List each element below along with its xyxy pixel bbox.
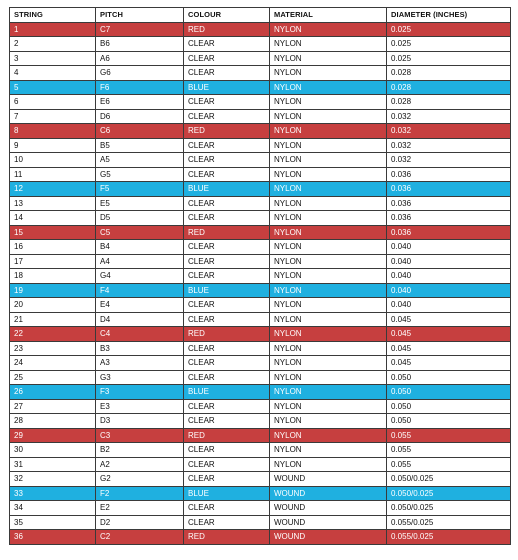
pitch-cell: G2 xyxy=(96,472,184,487)
material-cell: NYLON xyxy=(270,341,387,356)
string-number-cell: 19 xyxy=(10,283,96,298)
colour-cell: RED xyxy=(184,22,270,37)
string-number-cell: 7 xyxy=(10,109,96,124)
diameter-cell: 0.055 xyxy=(387,428,511,443)
material-cell: NYLON xyxy=(270,312,387,327)
diameter-cell: 0.045 xyxy=(387,312,511,327)
colour-cell: CLEAR xyxy=(184,269,270,284)
pitch-cell: B6 xyxy=(96,37,184,52)
material-cell: WOUND xyxy=(270,530,387,545)
diameter-cell: 0.045 xyxy=(387,327,511,342)
colour-cell: CLEAR xyxy=(184,457,270,472)
pitch-cell: B4 xyxy=(96,240,184,255)
diameter-cell: 0.036 xyxy=(387,225,511,240)
diameter-cell: 0.050 xyxy=(387,370,511,385)
colour-cell: RED xyxy=(184,428,270,443)
string-number-cell: 4 xyxy=(10,66,96,81)
diameter-cell: 0.055/0.025 xyxy=(387,530,511,545)
string-number-cell: 18 xyxy=(10,269,96,284)
material-cell: NYLON xyxy=(270,225,387,240)
colour-cell: CLEAR xyxy=(184,298,270,313)
pitch-cell: F4 xyxy=(96,283,184,298)
material-cell: NYLON xyxy=(270,254,387,269)
pitch-cell: D4 xyxy=(96,312,184,327)
string-number-cell: 24 xyxy=(10,356,96,371)
table-row xyxy=(10,269,511,284)
pitch-cell: E4 xyxy=(96,298,184,313)
table-row xyxy=(10,443,511,458)
material-cell: NYLON xyxy=(270,414,387,429)
table-row xyxy=(10,95,511,110)
string-number-cell: 16 xyxy=(10,240,96,255)
colour-cell: BLUE xyxy=(184,182,270,197)
string-number-cell: 22 xyxy=(10,327,96,342)
header-material: MATERIAL xyxy=(270,8,387,23)
colour-cell: BLUE xyxy=(184,486,270,501)
diameter-cell: 0.032 xyxy=(387,109,511,124)
table-row xyxy=(10,66,511,81)
material-cell: NYLON xyxy=(270,385,387,400)
diameter-cell: 0.055 xyxy=(387,457,511,472)
material-cell: NYLON xyxy=(270,138,387,153)
string-number-cell: 8 xyxy=(10,124,96,139)
string-number-cell: 28 xyxy=(10,414,96,429)
string-number-cell: 35 xyxy=(10,515,96,530)
pitch-cell: A5 xyxy=(96,153,184,168)
header-colour: COLOUR xyxy=(184,8,270,23)
header-pitch: PITCH xyxy=(96,8,184,23)
table-row xyxy=(10,22,511,37)
diameter-cell: 0.028 xyxy=(387,80,511,95)
diameter-cell: 0.050 xyxy=(387,385,511,400)
colour-cell: CLEAR xyxy=(184,341,270,356)
pitch-cell: F5 xyxy=(96,182,184,197)
table-row xyxy=(10,51,511,66)
pitch-cell: B2 xyxy=(96,443,184,458)
diameter-cell: 0.032 xyxy=(387,124,511,139)
diameter-cell: 0.050/0.025 xyxy=(387,486,511,501)
diameter-cell: 0.040 xyxy=(387,298,511,313)
material-cell: NYLON xyxy=(270,356,387,371)
table-header-row xyxy=(10,8,511,23)
diameter-cell: 0.032 xyxy=(387,153,511,168)
string-number-cell: 17 xyxy=(10,254,96,269)
colour-cell: CLEAR xyxy=(184,254,270,269)
material-cell: NYLON xyxy=(270,66,387,81)
string-number-cell: 26 xyxy=(10,385,96,400)
string-number-cell: 21 xyxy=(10,312,96,327)
colour-cell: CLEAR xyxy=(184,196,270,211)
pitch-cell: A2 xyxy=(96,457,184,472)
table-row xyxy=(10,486,511,501)
material-cell: NYLON xyxy=(270,167,387,182)
pitch-cell: D6 xyxy=(96,109,184,124)
string-number-cell: 11 xyxy=(10,167,96,182)
material-cell: NYLON xyxy=(270,327,387,342)
pitch-cell: C3 xyxy=(96,428,184,443)
table-body xyxy=(10,22,511,544)
table-row xyxy=(10,283,511,298)
colour-cell: CLEAR xyxy=(184,399,270,414)
colour-cell: CLEAR xyxy=(184,240,270,255)
string-number-cell: 30 xyxy=(10,443,96,458)
string-number-cell: 33 xyxy=(10,486,96,501)
colour-cell: CLEAR xyxy=(184,167,270,182)
table-row xyxy=(10,341,511,356)
table-row xyxy=(10,153,511,168)
material-cell: NYLON xyxy=(270,298,387,313)
string-number-cell: 25 xyxy=(10,370,96,385)
material-cell: NYLON xyxy=(270,428,387,443)
table-row xyxy=(10,240,511,255)
table-row xyxy=(10,182,511,197)
material-cell: NYLON xyxy=(270,399,387,414)
table-row xyxy=(10,196,511,211)
string-number-cell: 23 xyxy=(10,341,96,356)
string-number-cell: 5 xyxy=(10,80,96,95)
diameter-cell: 0.050/0.025 xyxy=(387,501,511,516)
pitch-cell: E3 xyxy=(96,399,184,414)
diameter-cell: 0.036 xyxy=(387,196,511,211)
pitch-cell: C2 xyxy=(96,530,184,545)
diameter-cell: 0.036 xyxy=(387,167,511,182)
colour-cell: CLEAR xyxy=(184,95,270,110)
material-cell: NYLON xyxy=(270,196,387,211)
table-row xyxy=(10,385,511,400)
string-number-cell: 6 xyxy=(10,95,96,110)
material-cell: NYLON xyxy=(270,22,387,37)
table-row xyxy=(10,312,511,327)
material-cell: WOUND xyxy=(270,486,387,501)
table-row xyxy=(10,414,511,429)
string-number-cell: 29 xyxy=(10,428,96,443)
pitch-cell: G5 xyxy=(96,167,184,182)
table-row xyxy=(10,472,511,487)
colour-cell: CLEAR xyxy=(184,356,270,371)
pitch-cell: F6 xyxy=(96,80,184,95)
table-row xyxy=(10,457,511,472)
material-cell: NYLON xyxy=(270,80,387,95)
pitch-cell: F2 xyxy=(96,486,184,501)
table-row xyxy=(10,515,511,530)
table-row xyxy=(10,138,511,153)
diameter-cell: 0.040 xyxy=(387,240,511,255)
pitch-cell: A3 xyxy=(96,356,184,371)
string-number-cell: 3 xyxy=(10,51,96,66)
table-row xyxy=(10,428,511,443)
string-number-cell: 2 xyxy=(10,37,96,52)
colour-cell: CLEAR xyxy=(184,153,270,168)
colour-cell: CLEAR xyxy=(184,515,270,530)
table-row xyxy=(10,37,511,52)
colour-cell: CLEAR xyxy=(184,138,270,153)
table-row xyxy=(10,501,511,516)
string-number-cell: 31 xyxy=(10,457,96,472)
colour-cell: CLEAR xyxy=(184,109,270,124)
diameter-cell: 0.050 xyxy=(387,399,511,414)
diameter-cell: 0.040 xyxy=(387,269,511,284)
diameter-cell: 0.028 xyxy=(387,66,511,81)
colour-cell: CLEAR xyxy=(184,443,270,458)
harp-string-chart xyxy=(9,7,511,545)
diameter-cell: 0.036 xyxy=(387,182,511,197)
material-cell: NYLON xyxy=(270,443,387,458)
string-number-cell: 32 xyxy=(10,472,96,487)
material-cell: NYLON xyxy=(270,153,387,168)
material-cell: WOUND xyxy=(270,501,387,516)
header-diameter: DIAMETER (INCHES) xyxy=(387,8,511,23)
diameter-cell: 0.040 xyxy=(387,283,511,298)
pitch-cell: C6 xyxy=(96,124,184,139)
string-number-cell: 9 xyxy=(10,138,96,153)
pitch-cell: D2 xyxy=(96,515,184,530)
table-row xyxy=(10,211,511,226)
pitch-cell: C4 xyxy=(96,327,184,342)
string-number-cell: 15 xyxy=(10,225,96,240)
string-number-cell: 13 xyxy=(10,196,96,211)
pitch-cell: C7 xyxy=(96,22,184,37)
table-row xyxy=(10,298,511,313)
string-number-cell: 27 xyxy=(10,399,96,414)
pitch-cell: G3 xyxy=(96,370,184,385)
material-cell: WOUND xyxy=(270,472,387,487)
diameter-cell: 0.028 xyxy=(387,95,511,110)
string-number-cell: 20 xyxy=(10,298,96,313)
material-cell: NYLON xyxy=(270,240,387,255)
pitch-cell: C5 xyxy=(96,225,184,240)
diameter-cell: 0.040 xyxy=(387,254,511,269)
pitch-cell: B5 xyxy=(96,138,184,153)
string-number-cell: 1 xyxy=(10,22,96,37)
table-row xyxy=(10,80,511,95)
material-cell: NYLON xyxy=(270,95,387,110)
string-number-cell: 12 xyxy=(10,182,96,197)
diameter-cell: 0.045 xyxy=(387,341,511,356)
pitch-cell: G6 xyxy=(96,66,184,81)
table-row xyxy=(10,370,511,385)
colour-cell: CLEAR xyxy=(184,472,270,487)
pitch-cell: F3 xyxy=(96,385,184,400)
table-row xyxy=(10,399,511,414)
string-number-cell: 34 xyxy=(10,501,96,516)
material-cell: NYLON xyxy=(270,37,387,52)
colour-cell: CLEAR xyxy=(184,370,270,385)
colour-cell: RED xyxy=(184,124,270,139)
diameter-cell: 0.032 xyxy=(387,138,511,153)
material-cell: NYLON xyxy=(270,269,387,284)
material-cell: NYLON xyxy=(270,457,387,472)
diameter-cell: 0.050 xyxy=(387,414,511,429)
diameter-cell: 0.025 xyxy=(387,37,511,52)
colour-cell: BLUE xyxy=(184,80,270,95)
string-number-cell: 14 xyxy=(10,211,96,226)
pitch-cell: B3 xyxy=(96,341,184,356)
colour-cell: BLUE xyxy=(184,385,270,400)
pitch-cell: A6 xyxy=(96,51,184,66)
colour-cell: RED xyxy=(184,327,270,342)
colour-cell: CLEAR xyxy=(184,501,270,516)
table-row xyxy=(10,124,511,139)
pitch-cell: G4 xyxy=(96,269,184,284)
material-cell: NYLON xyxy=(270,211,387,226)
pitch-cell: E2 xyxy=(96,501,184,516)
colour-cell: CLEAR xyxy=(184,37,270,52)
colour-cell: CLEAR xyxy=(184,66,270,81)
colour-cell: RED xyxy=(184,530,270,545)
diameter-cell: 0.045 xyxy=(387,356,511,371)
table-row xyxy=(10,225,511,240)
string-number-cell: 10 xyxy=(10,153,96,168)
table-row xyxy=(10,530,511,545)
material-cell: NYLON xyxy=(270,51,387,66)
diameter-cell: 0.055 xyxy=(387,443,511,458)
diameter-cell: 0.055/0.025 xyxy=(387,515,511,530)
diameter-cell: 0.025 xyxy=(387,51,511,66)
table-row xyxy=(10,167,511,182)
pitch-cell: E6 xyxy=(96,95,184,110)
colour-cell: CLEAR xyxy=(184,211,270,226)
material-cell: WOUND xyxy=(270,515,387,530)
material-cell: NYLON xyxy=(270,182,387,197)
header-string: STRING xyxy=(10,8,96,23)
diameter-cell: 0.050/0.025 xyxy=(387,472,511,487)
material-cell: NYLON xyxy=(270,124,387,139)
table-row xyxy=(10,109,511,124)
string-number-cell: 36 xyxy=(10,530,96,545)
pitch-cell: D5 xyxy=(96,211,184,226)
colour-cell: CLEAR xyxy=(184,312,270,327)
table-row xyxy=(10,356,511,371)
material-cell: NYLON xyxy=(270,109,387,124)
colour-cell: CLEAR xyxy=(184,51,270,66)
pitch-cell: D3 xyxy=(96,414,184,429)
colour-cell: CLEAR xyxy=(184,414,270,429)
table-row xyxy=(10,254,511,269)
diameter-cell: 0.025 xyxy=(387,22,511,37)
table-row xyxy=(10,327,511,342)
colour-cell: BLUE xyxy=(184,283,270,298)
pitch-cell: E5 xyxy=(96,196,184,211)
colour-cell: RED xyxy=(184,225,270,240)
pitch-cell: A4 xyxy=(96,254,184,269)
material-cell: NYLON xyxy=(270,283,387,298)
diameter-cell: 0.036 xyxy=(387,211,511,226)
material-cell: NYLON xyxy=(270,370,387,385)
